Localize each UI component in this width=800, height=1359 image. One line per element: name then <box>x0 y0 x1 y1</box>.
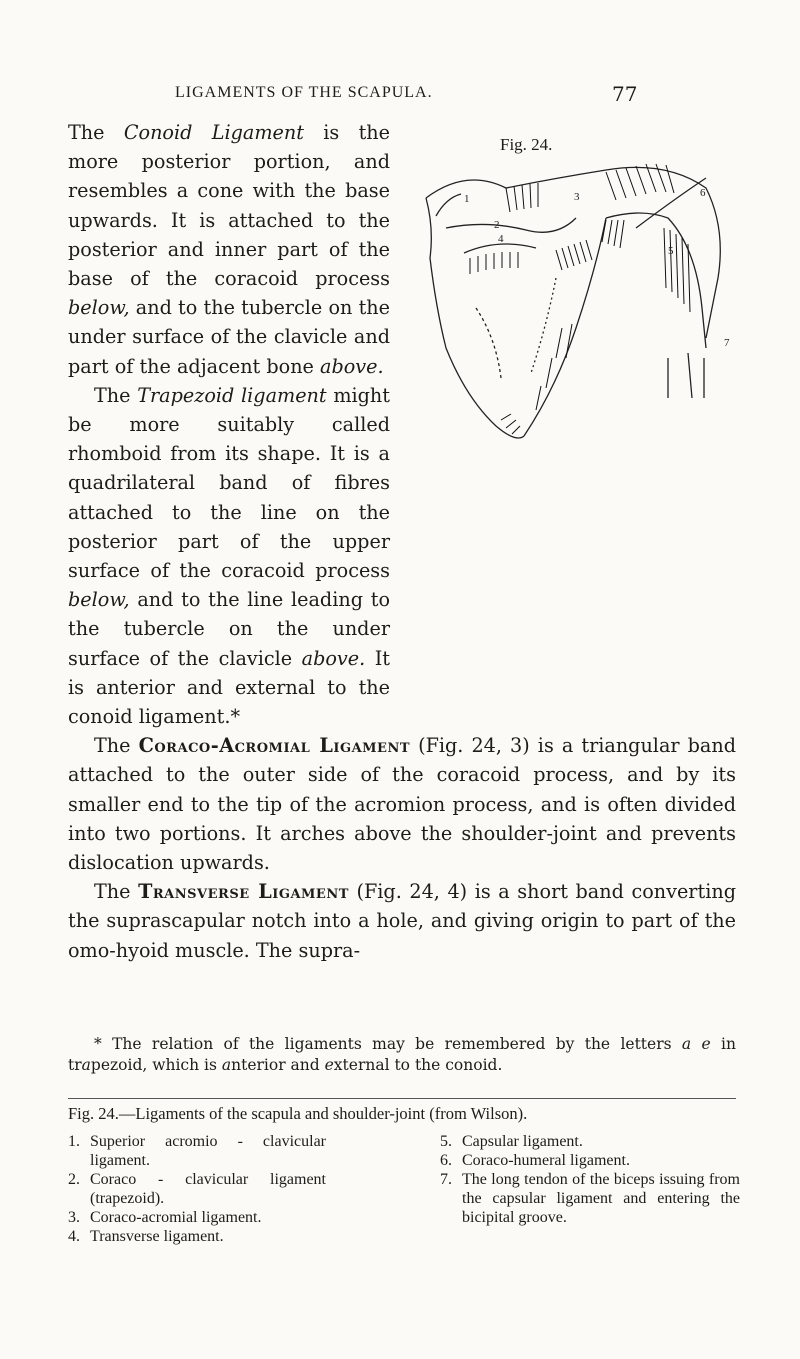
paragraph-trapezoid: The Trapezoid ligament might be more suitably called rhomboid from its shape. It is a quadrilateral band of fibres attached to the line on the posterior part of the upper surface of the coracoid process below, and to the line leading to the tubercle on the under surface of the clavicle above. It is anterior and external to the conoid ligament.* <box>68 383 391 729</box>
term-conoid-ligament: Conoid Ligament <box>123 121 304 144</box>
callout-7: 7 <box>724 337 730 349</box>
footnote: * The relation of the ligaments may be remembered by the letters a e in trapezoid, which is anterior and external to the conoid. <box>68 1035 736 1074</box>
paragraph-transverse: The Transverse Ligament (Fig. 24, 4) is a short band converting the suprascapular notch into a hole, and giving origin to part of the omo-hyoid muscle. The supra- <box>68 880 736 962</box>
callout-3: 3 <box>574 191 580 203</box>
callout-5: 5 <box>668 245 674 257</box>
callout-4: 4 <box>498 233 504 245</box>
figure-caption: Fig. 24.—Ligaments of the scapula and shoulder-joint (from Wilson). <box>68 1104 528 1123</box>
legend-left <box>68 1132 326 1246</box>
legend-item: 5. Capsular ligament. <box>440 1133 583 1150</box>
running-title: LIGAMENTS OF THE SCAPULA. <box>175 84 433 101</box>
page-number: 77 <box>612 82 638 106</box>
legend-item: 2. Coraco - clavicular ligament (trapezoid). <box>68 1171 326 1207</box>
term-coraco-acromial-ligament: Coraco-Acromial Ligament <box>138 734 411 758</box>
callout-6: 6 <box>700 187 706 199</box>
callout-2: 2 <box>494 219 500 231</box>
legend-item: 7. The long tendon of the biceps issuing from the capsular ligament and entering the bicipital groove. <box>440 1171 740 1226</box>
legend-item: 1. Superior acromio - clavicular ligament. <box>68 1133 326 1169</box>
figure-label: Fig. 24. <box>500 135 553 154</box>
running-head <box>0 82 800 112</box>
legend-item: 6. Coraco-humeral ligament. <box>440 1152 630 1169</box>
paragraph-conoid: The Conoid Ligament is the more posterior portion, and resembles a cone with the base upwards. It is attached to the posterior and inner part of the base of the coracoid process below, and to the tubercle on the under surface of the clavicle and part of the adjacent bone above. <box>68 121 390 378</box>
figure-24 <box>406 118 736 680</box>
legend-item: 4. Transverse ligament. <box>68 1228 224 1245</box>
term-trapezoid-ligament: Trapezoid ligament <box>137 383 327 407</box>
paragraph-coraco-acromial: The Coraco-Acromial Ligament (Fig. 24, 3) is a triangular band attached to the outer side of the coracoid process, and by its smaller end to the tip of the acromion process, and is often divided into two portions. It arches above the shoulder-joint and prevents dislocation upwards. <box>68 734 736 875</box>
legend-right <box>440 1132 740 1227</box>
caption-rule <box>68 1098 736 1099</box>
legend-item: 3. Coraco-acromial ligament. <box>68 1209 262 1226</box>
scapula-ligaments-engraving <box>406 158 736 458</box>
body-text <box>68 118 736 965</box>
term-transverse-ligament: Transverse Ligament <box>138 880 349 904</box>
callout-1: 1 <box>464 193 470 205</box>
